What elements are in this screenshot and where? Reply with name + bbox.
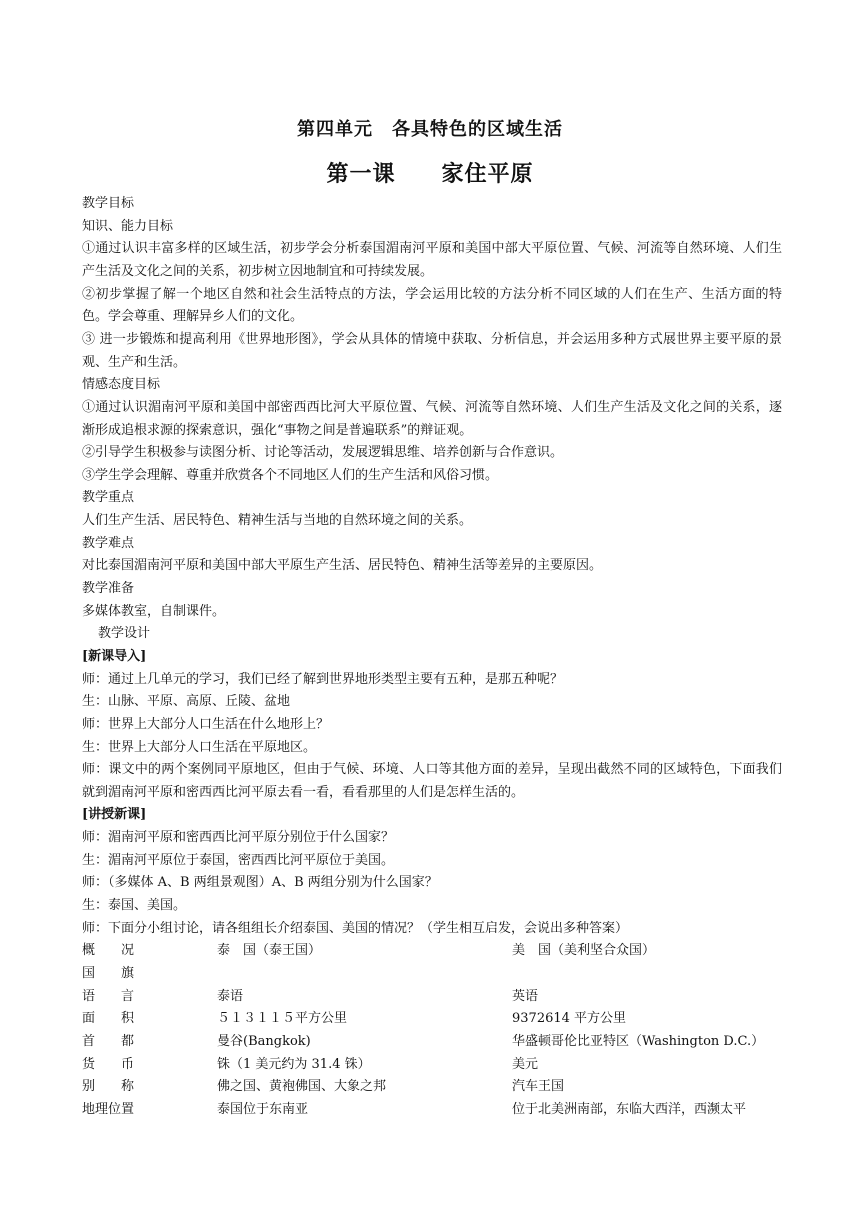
key-text: 人们生产生活、居民特色、精神生活与当地的自然环境之间的关系。 xyxy=(82,513,473,529)
dialogue-line: 师：课文中的两个案例同平原地区，但由于气候、环境、人口等其他方面的差异，呈现出截然不同的区域特色，下面我们就到湄南河平原和密西西比河平原去看一看，看看那里的人们是怎样生活的。 xyxy=(82,762,782,800)
row-label: 别 称 xyxy=(82,1079,135,1095)
goals-heading: 教学目标 xyxy=(82,196,135,211)
emotion-item: ③学生学会理解、尊重并欣赏各个不同地区人们的生产生活和风俗习惯。 xyxy=(82,467,499,483)
table-row xyxy=(82,1099,782,1122)
comparison-table xyxy=(82,940,782,1121)
lesson-name: 家住平原 xyxy=(441,162,534,187)
teach-heading: [讲授新课] xyxy=(82,807,147,823)
row-label: 语 言 xyxy=(82,988,135,1004)
usa-value: 9372614 平方公里 xyxy=(512,1011,627,1027)
ability-heading: 知识、能力目标 xyxy=(82,218,174,234)
lesson-number: 第一课 xyxy=(326,162,396,187)
usa-value: 汽车王国 xyxy=(512,1079,565,1095)
thailand-value: 泰语 xyxy=(217,988,244,1004)
lesson-title xyxy=(0,157,860,188)
dialogue-line: 师：通过上几单元的学习，我们已经了解到世界地形类型主要有五种，是那五种呢？ xyxy=(82,671,564,687)
usa-value: 华盛顿哥伦比亚特区（Washington D.C.） xyxy=(512,1033,765,1049)
emotion-item: ①通过认识湄南河平原和美国中部密西西比河大平原位置、气候、河流等自然环境、人们生产生活及文化之间的关系，逐渐形成追根求源的探索意识，强化“事物之间是普遍联系”的辩证观。 xyxy=(82,399,782,438)
prep-text: 多媒体教室，自制课件。 xyxy=(82,603,226,619)
thailand-value: 佛之国、黄袍佛国、大象之邦 xyxy=(217,1079,387,1095)
dialogue-line: 生：山脉、平原、高原、丘陵、盆地 xyxy=(82,694,291,710)
difficulty-heading: 教学难点 xyxy=(82,535,135,551)
dialogue-line: 师：湄南河平原和密西西比河平原分别位于什么国家？ xyxy=(82,830,395,846)
row-label: 概 况 xyxy=(82,943,135,959)
ability-item: ②初步掌握了解一个地区自然和社会生活特点的方法，学会运用比较的方法分析不同区域的人们在生产、生活方面的特色。学会尊重、理解异乡人们的文化。 xyxy=(82,286,782,325)
thailand-value: 泰 国（泰王国） xyxy=(217,943,322,959)
key-heading: 教学重点 xyxy=(82,490,135,506)
dialogue-line: 生：世界上大部分人口生活在平原地区。 xyxy=(82,739,317,755)
dialogue-line: 生：湄南河平原位于泰国，密西西比河平原位于美国。 xyxy=(82,852,395,868)
emotion-item: ②引导学生积极参与读图分析、讨论等活动，发展逻辑思维、培养创新与合作意识。 xyxy=(82,445,564,461)
thailand-value: ５１３１１５平方公里 xyxy=(217,1011,348,1027)
emotion-heading: 情感态度目标 xyxy=(82,377,161,393)
difficulty-text: 对比泰国湄南河平原和美国中部大平原生产生活、居民特色、精神生活等差异的主要原因。 xyxy=(82,558,603,574)
dialogue-line: 师：世界上大部分人口生活在什么地形上？ xyxy=(82,716,330,732)
thailand-value: 铢（1 美元约为 31.4 铢） xyxy=(217,1056,371,1072)
row-label: 国 旗 xyxy=(82,965,135,981)
thailand-value: 曼谷(Bangkok) xyxy=(217,1033,311,1049)
row-label: 货 币 xyxy=(82,1056,135,1072)
ability-item: ③ 进一步锻炼和提高利用《世界地形图》，学会从具体的情境中获取、分析信息，并会运用多种方式展世界主要平原的景观、生产和生活。 xyxy=(82,331,782,370)
table-row xyxy=(82,1008,782,1031)
unit-title: 第四单元 各具特色的区域生活 xyxy=(297,119,563,140)
table-row xyxy=(82,1054,782,1077)
prep-heading: 教学准备 xyxy=(82,581,135,597)
intro-heading: [新课导入] xyxy=(82,648,147,664)
dialogue-line: 生：泰国、美国。 xyxy=(82,898,187,914)
dialogue-line: 师：下面分小组讨论，请各组组长介绍泰国、美国的情况？（学生相互启发，会说出多种答案） xyxy=(82,920,629,936)
document-body xyxy=(82,193,782,1121)
table-row xyxy=(82,940,782,963)
table-row xyxy=(82,986,782,1009)
usa-value: 位于北美洲南部，东临大西洋，西濒太平 xyxy=(512,1101,747,1117)
table-row xyxy=(82,963,782,986)
row-label: 地理位置 xyxy=(82,1101,135,1117)
row-label: 首 都 xyxy=(82,1033,135,1049)
usa-value: 美 国（美利坚合众国） xyxy=(512,943,656,959)
ability-item: ①通过认识丰富多样的区域生活，初步学会分析泰国湄南河平原和美国中部大平原位置、气候、河流等自然环境、人们生产生活及文化之间的关系，初步树立因地制宜和可持续发展。 xyxy=(82,241,782,279)
table-row xyxy=(82,1076,782,1099)
usa-value: 美元 xyxy=(512,1056,539,1072)
dialogue-line: 师：（多媒体 A、B 两组景观图）A、B 两组分别为什么国家？ xyxy=(82,875,438,891)
usa-value: 英语 xyxy=(512,988,539,1004)
thailand-value: 泰国位于东南亚 xyxy=(217,1101,309,1117)
row-label: 面 积 xyxy=(82,1011,135,1027)
design-heading: 教学设计 xyxy=(98,626,151,642)
table-row xyxy=(82,1031,782,1054)
